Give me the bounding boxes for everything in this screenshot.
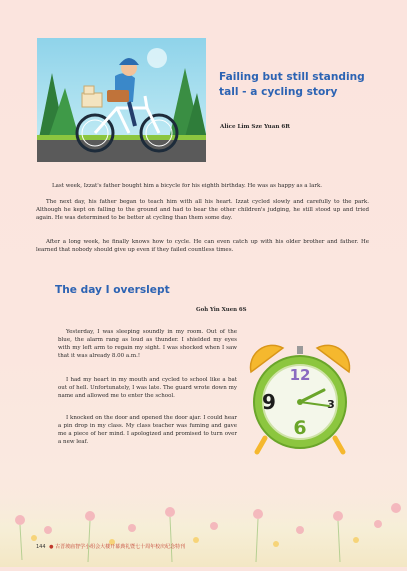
bullet-icon: ●: [49, 544, 54, 550]
footer-text: 古晋坡庙智学小组会大楼开幕典礼暨七十周年校庆纪念特刊: [55, 544, 186, 550]
cycling-illustration: [37, 38, 206, 162]
story1-paragraph: The next day, his father began to teach him with all his heart. Izzat cycled slowly and carefully to the park. Although he kept on falling to the ground and had to bear the other children's judging, he still stood up and tried again. He was determined to be better at cycling than them some day.: [36, 199, 369, 222]
story2-author: Goh Yin Xuen 6S: [196, 307, 247, 313]
clock-number-6: 6: [293, 417, 307, 439]
story1-title: Failing but still standing tall - a cycling story: [219, 71, 365, 98]
story2-title: The day I overslept: [55, 284, 170, 296]
story1-author: Alice Lim Sze Yuan 6R: [220, 124, 290, 130]
story2-paragraph: I had my heart in my mouth and cycled to school like a bat out of hell. Unfortunately, I was late. The guard wrote down my name and allowed me to enter the school.: [58, 377, 237, 400]
page-footer: [36, 543, 185, 550]
story2-paragraph: Yesterday, I was sleeping soundly in my room. Out of the blue, the alarm rang as loud as thunder. I shielded my eyes with my left arm to regain my sight. I was shocked when I saw that it was already 8.00 a.m.!: [58, 329, 237, 360]
page-number: 144: [36, 544, 46, 550]
story2-paragraph: I knocked on the door and opened the door ajar. I could hear a pin drop in my class. My class teacher was fuming and gave me a piece of her mind. I apologized and promised to turn over a new leaf.: [58, 415, 237, 446]
story1-paragraph: After a long week, he finally knows how to cycle. He can even catch up with his older brother and father. He learned that nobody should give up even if they failed countless times.: [36, 239, 369, 254]
story1-paragraph: Last week, Izzat's father bought him a bicycle for his eighth birthday. He was as happy as a lark.: [52, 183, 323, 189]
alarm-clock-icon: [243, 340, 357, 458]
clock-number-3: 3: [327, 398, 335, 411]
clock-number-9: 9: [262, 390, 276, 414]
clock-number-12: 12: [289, 366, 311, 384]
